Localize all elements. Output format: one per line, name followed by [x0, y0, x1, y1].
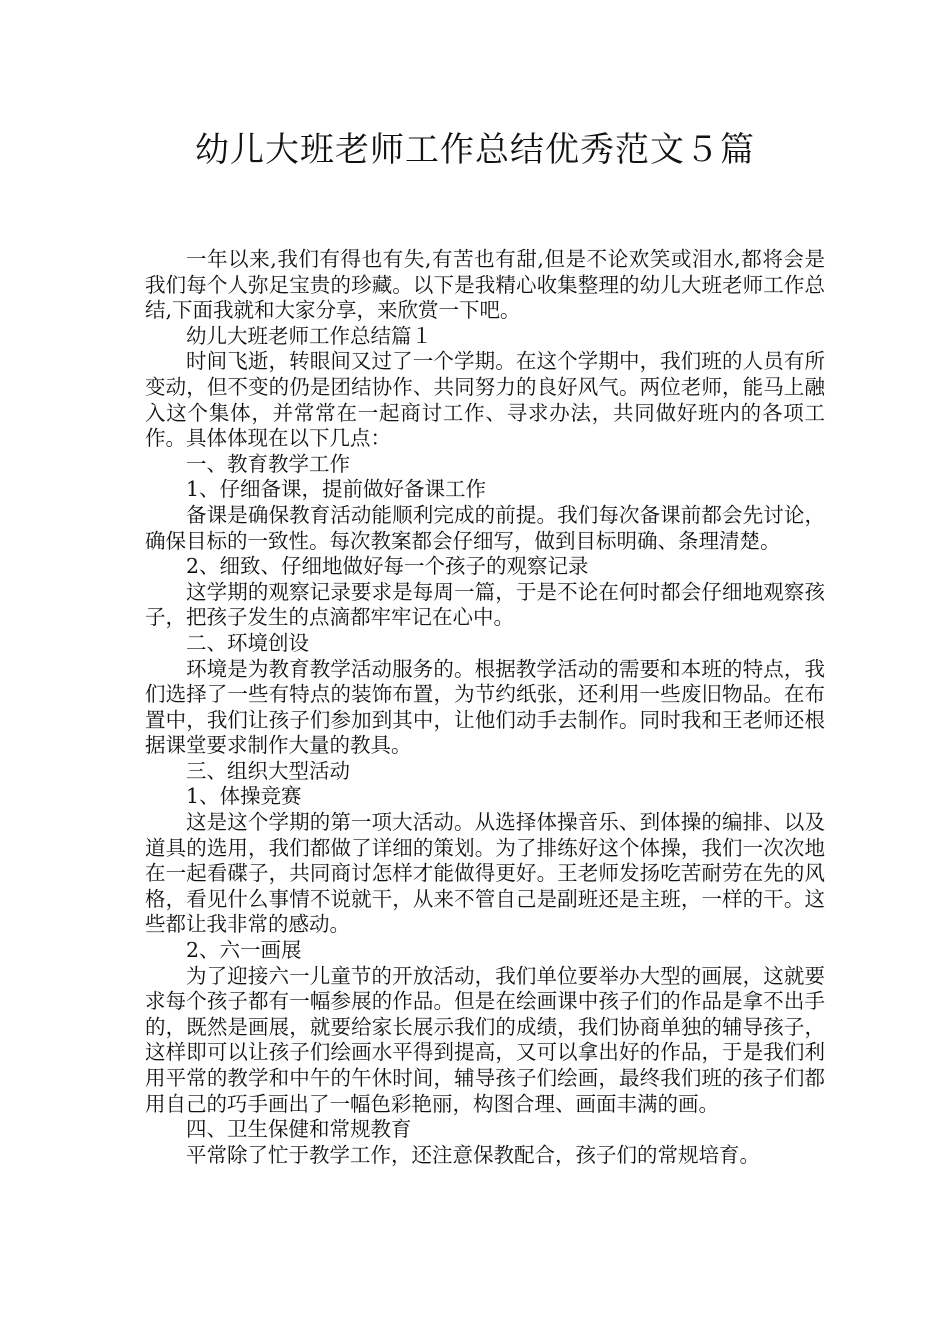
heading-large-activities: 三、组织大型活动 [186, 758, 350, 783]
body-paragraph: 环境是为教育教学活动服务的。根据教学活动的需要和本班的特点，我们选择了一些有特点的装饰布置，为节约纸张，还利用一些废旧物品。在布置中，我们让孩子们参加到其中，让他们动手去制作。同时我和王老师还根据课堂要求制作大量的教具。 [145, 656, 825, 758]
body-paragraph: 为了迎接六一儿童节的开放活动，我们单位要举办大型的画展，这就要求每个孩子都有一幅参展的作品。但是在绘画课中孩子们的作品是拿不出手的，既然是画展，就要给家长展示我们的成绩，我们协商单独的辅导孩子，这样即可以让孩子们绘画水平得到提高，又可以拿出好的作品，于是我们利用平常的教学和中午的午休时间，辅导孩子们绘画，最终我们班的孩子们都用自己的巧手画出了一幅色彩艳丽，构图合理、画面丰满的画。 [145, 963, 825, 1116]
subheading-observation-records: 2、细致、仔细地做好每一个孩子的观察记录 [186, 554, 589, 579]
heading-teaching-work: 一、教育教学工作 [186, 451, 350, 476]
heading-environment: 二、环境创设 [186, 630, 309, 655]
subheading-gymnastics: 1、体操竞赛 [186, 784, 302, 809]
subheading-art-exhibition: 2、六一画展 [186, 938, 302, 963]
document-body [145, 247, 825, 1168]
subheading-lesson-prep: 1、仔细备课，提前做好备课工作 [186, 477, 487, 502]
body-paragraph: 这学期的观察记录要求是每周一篇，于是不论在何时都会仔细地观察孩子，把孩子发生的点滴都牢牢记在心中。 [145, 579, 825, 630]
intro-paragraph: 一年以来,我们有得也有失,有苦也有甜,但是不论欢笑或泪水,都将会是我们每个人弥足宝贵的珍藏。以下是我精心收集整理的幼儿大班老师工作总结,下面我就和大家分享，来欣赏一下吧。 [145, 247, 825, 323]
body-paragraph: 这是这个学期的第一项大活动。从选择体操音乐、到体操的编排、以及道具的选用，我们都做了详细的策划。为了排练好这个体操，我们一次次地在一起看碟子，共同商讨怎样才能做得更好。王老师发扬吃苦耐劳在先的风格，看见什么事情不说就干，从来不管自己是副班还是主班，一样的干。这些都让我非常的感动。 [145, 810, 825, 937]
heading-health-routine: 四、卫生保健和常规教育 [186, 1117, 412, 1142]
section-heading-part-1: 幼儿大班老师工作总结篇１ [186, 323, 432, 348]
body-paragraph: 备课是确保教育活动能顺利完成的前提。我们每次备课前都会先讨论，确保目标的一致性。每次教案都会仔细写，做到目标明确、条理清楚。 [145, 502, 825, 553]
document-title: 幼儿大班老师工作总结优秀范文５篇 [195, 130, 755, 170]
body-paragraph: 平常除了忙于教学工作，还注意保教配合，孩子们的常规培育。 [186, 1142, 760, 1167]
body-paragraph: 时间飞逝，转眼间又过了一个学期。在这个学期中，我们班的人员有所变动，但不变的仍是团结协作、共同努力的良好风气。两位老师，能马上融入这个集体，并常常在一起商讨工作、寻求办法，共同做好班内的各项工作。具体体现在以下几点： [145, 349, 825, 451]
